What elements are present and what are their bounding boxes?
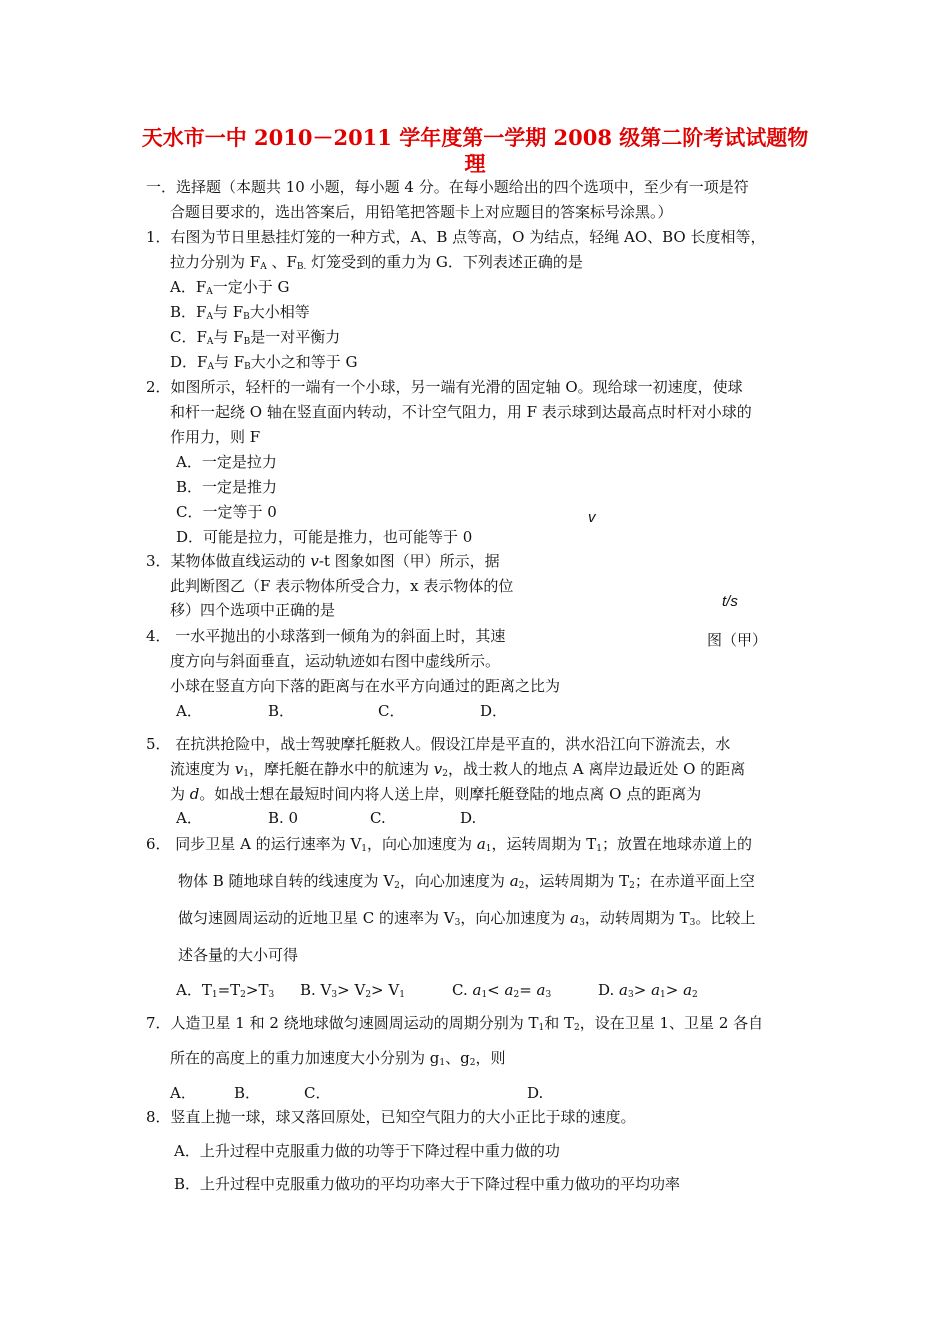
q6-stem-cont: 物体 B 随地球自转的线速度为 $V_2$，向心加速度为 $a_2$，运转周期为 $T_2$；在赤道平面上空 (178, 872, 755, 891)
q1-option-d: D．$F_A$与 $F_B$大小之和等于 G (170, 353, 358, 372)
q6-option-b: B. $V_3> V_2> V_1$ (300, 981, 405, 1000)
section-instructions: 合题目要求的，选出答案后，用铅笔把答题卡上对应题目的答案标号涂黑。） (170, 203, 673, 221)
q4-stem-cont: 度方向与斜面垂直，运动轨迹如右图中虚线所示。 (170, 652, 501, 670)
q6-option-a: A．$T_1=T_2>T_3$ (176, 981, 275, 1000)
q2-option-d: D．可能是拉力，可能是推力，也可能等于 0 (176, 528, 473, 546)
q1-stem-cont: 拉力分别为 $F_A$ 、$F_{B.}$ 灯笼受到的重力为 G．下列表述正确的是 (170, 253, 583, 272)
q4-option-c: C． (378, 702, 405, 720)
q4-option-a: A． (176, 702, 202, 720)
section-heading: 一．选择题（本题共 10 小题，每小题 4 分。在每小题给出的四个选项中，至少有一项是符 (146, 178, 749, 196)
q2-option-b: B．一定是推力 (176, 478, 278, 496)
q4-stem: 4． 一水平抛出的小球落到一倾角为的斜面上时，其速 (146, 627, 506, 645)
q7-option-b: B． (234, 1084, 261, 1102)
q7-stem: 7．人造卫星 1 和 2 绕地球做匀速圆周运动的周期分别为 $T_1$和 $T_2$，设在卫星 1、卫星 2 各自 (146, 1014, 764, 1033)
q6-stem: 6． 同步卫星 A 的运行速率为 $V_1$，向心加速度为 $a_1$，运转周期为 $T_1$；放置在地球赤道上的 (146, 835, 753, 854)
q6-option-c: C. $a_1< a_2= a_3$ (452, 981, 552, 1000)
q7-option-c: C． (304, 1084, 331, 1102)
q1-option-b: B．$F_A$与 $F_B$大小相等 (170, 303, 310, 322)
q5-stem-end: 为 d。如战士想在最短时间内将人送上岸，则摩托艇登陆的地点离 O 点的距离为 (170, 785, 702, 803)
q7-option-a: A． (170, 1084, 196, 1102)
q2-option-c: C．一定等于 0 (176, 503, 277, 521)
q5-stem-cont: 流速度为 $v_1$，摩托艇在静水中的航速为 $v_2$，战士救人的地点 A 离岸边最近处 O 的距离 (170, 760, 746, 779)
q2-stem: 2．如图所示，轻杆的一端有一个小球，另一端有光滑的固定轴 O。现给球一初速度，使球 (146, 378, 743, 396)
q8-stem: 8．竖直上抛一球，球又落回原处，已知空气阻力的大小正比于球的速度。 (146, 1108, 636, 1126)
q3-stem: 3．某物体做直线运动的 v-t 图象如图（甲）所示，据 (146, 552, 500, 570)
q3-stem-cont: 此判断图乙（F 表示物体所受合力，x 表示物体的位 (170, 577, 514, 595)
q5-option-c: C. (370, 809, 386, 827)
q2-option-a: A．一定是拉力 (176, 453, 277, 471)
q1-option-c: C．$F_A$与 $F_B$是一对平衡力 (170, 328, 341, 347)
q4-option-b: B． (268, 702, 295, 720)
q8-option-b: B．上升过程中克服重力做功的平均功率大于下降过程中重力做功的平均功率 (174, 1175, 681, 1193)
q8-option-a: A．上升过程中克服重力做的功等于下降过程中重力做的功 (174, 1142, 560, 1160)
q2-stem-end: 作用力，则 F (170, 428, 261, 446)
q6-option-d: D. $a_3> a_1> a_2$ (598, 981, 698, 1000)
q7-option-d: D. (527, 1084, 544, 1102)
q6-stem-cont2: 做匀速圆周运动的近地卫星 C 的速率为 $V_3$，向心加速度为 $a_3$，动转周期为 $T_3$。比较上 (178, 909, 756, 928)
q4-option-d: D． (480, 702, 508, 720)
q7-stem-cont: 所在的高度上的重力加速度大小分别为 $g_1$、$g_2$，则 (170, 1049, 506, 1068)
q5-option-a: A． (176, 809, 202, 827)
q5-option-d: D. (460, 809, 477, 827)
figure-t-label: t/s (722, 593, 738, 610)
q3-stem-end: 移）四个选项中正确的是 (170, 601, 336, 619)
q5-option-b: B. 0 (268, 809, 299, 827)
q6-stem-end: 述各量的大小可得 (178, 946, 299, 964)
figure-caption: 图（甲） (707, 631, 768, 649)
exam-title: 天水市一中 2010－2011 学年度第一学期 2008 级第二阶考试试题物 (141, 125, 809, 150)
q1-option-a: A．$F_A$一定小于 G (170, 278, 290, 297)
exam-title-cont: 理 (464, 151, 486, 176)
q5-stem: 5． 在抗洪抢险中，战士驾驶摩托艇救人。假设江岸是平直的，洪水沿江向下游流去，水 (146, 735, 731, 753)
q4-stem-end: 小球在竖直方向下落的距离与在水平方向通过的距离之比为 (170, 677, 561, 695)
q2-stem-cont: 和杆一起绕 O 轴在竖直面内转动，不计空气阻力，用 F 表示球到达最高点时杆对小球的 (170, 403, 752, 421)
figure-v-label: v (588, 509, 596, 526)
q1-stem: 1．右图为节日里悬挂灯笼的一种方式，A、B 点等高，O 为结点，轻绳 AO、BO 长度相等， (146, 228, 766, 246)
